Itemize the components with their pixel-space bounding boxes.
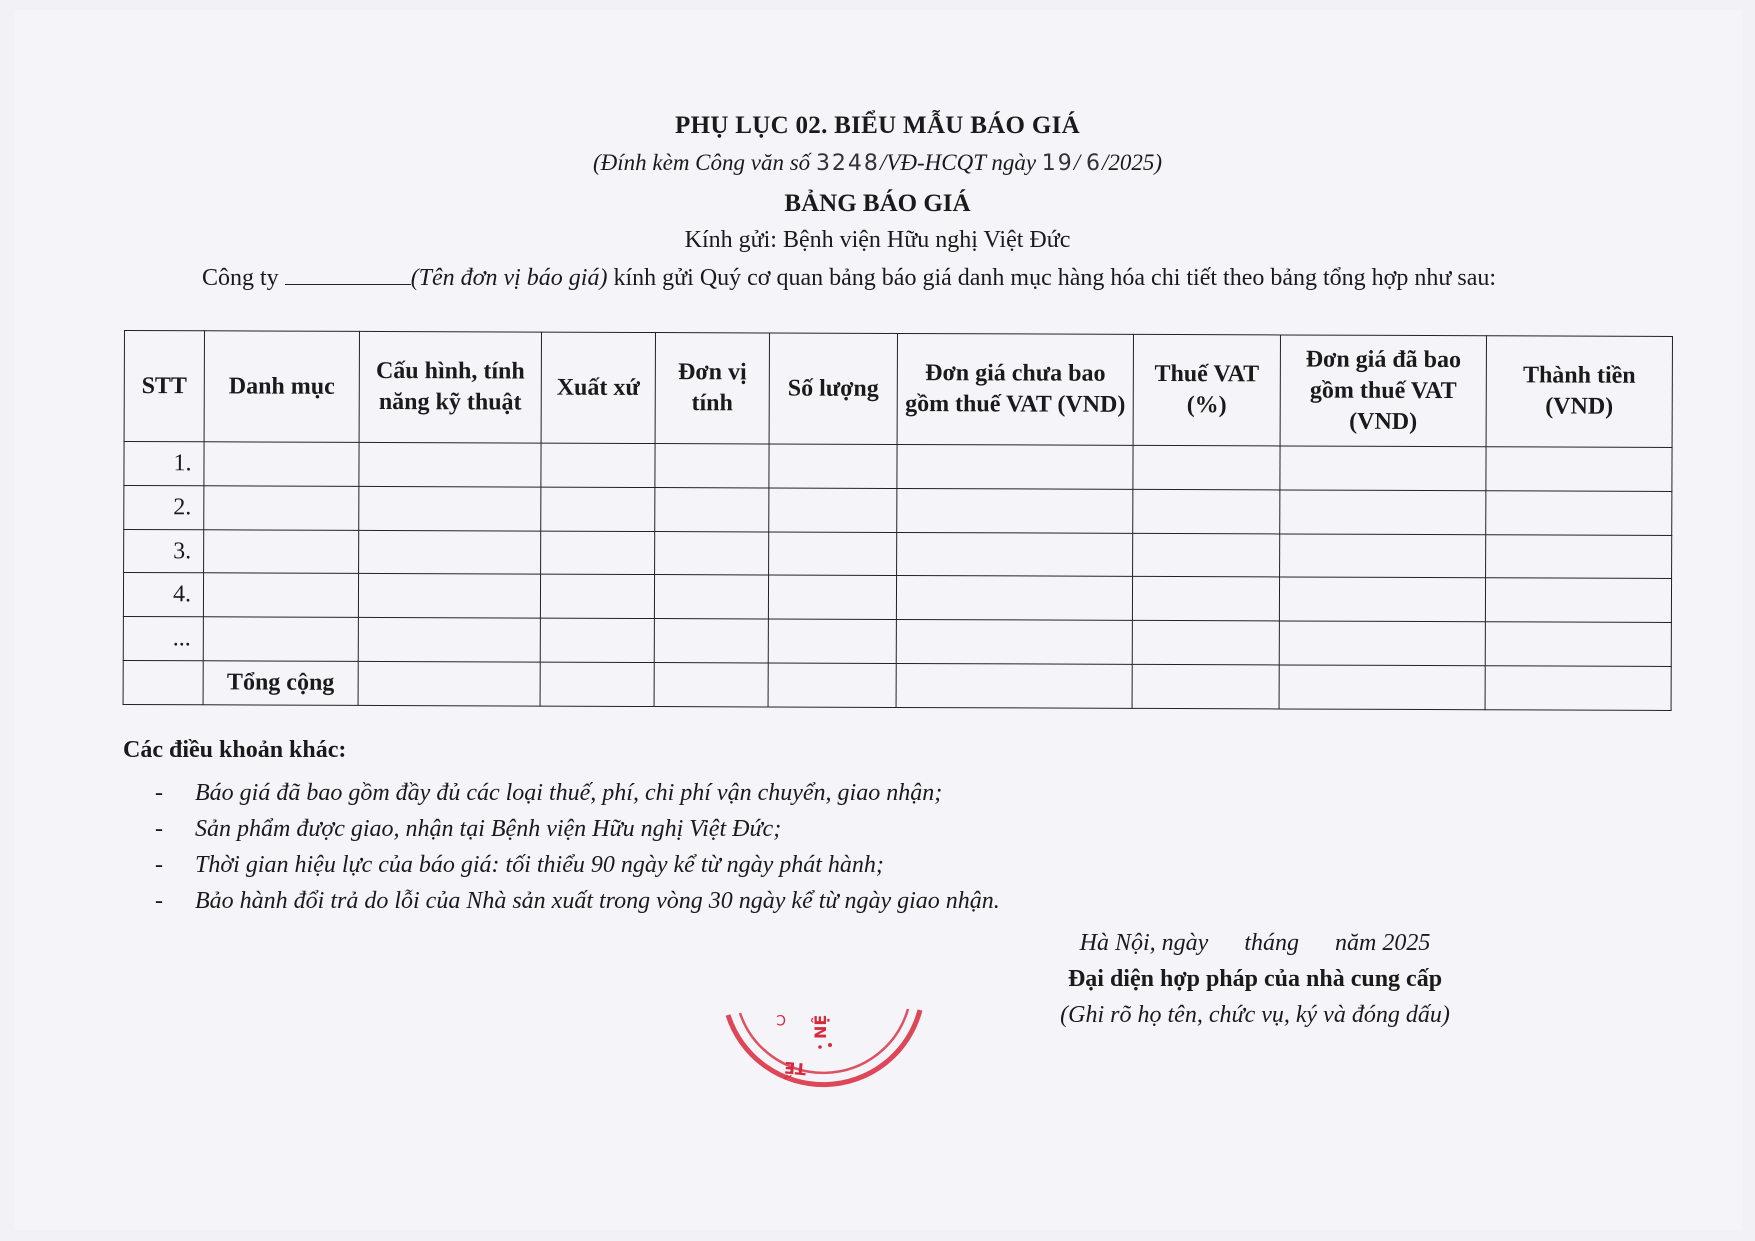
input-cell[interactable] — [654, 619, 768, 663]
svg-text:TẾ: TẾ — [783, 1057, 807, 1079]
input-cell[interactable] — [1132, 665, 1279, 709]
input-cell[interactable] — [1280, 490, 1486, 535]
row-number: 2. — [124, 485, 204, 529]
input-cell[interactable] — [1486, 491, 1672, 536]
appendix-title: PHỤ LỤC 02. BIỂU MẪU BÁO GIÁ — [675, 112, 1080, 139]
table-row — [123, 573, 1671, 623]
input-cell[interactable] — [655, 487, 769, 531]
table-row — [124, 485, 1672, 535]
input-cell[interactable] — [1133, 445, 1280, 489]
table-row — [123, 617, 1671, 667]
signatory-role: Đại diện hợp pháp của nhà cung cấp — [1067, 966, 1443, 992]
svg-text:C: C — [776, 1011, 786, 1027]
intro-paragraph: Công ty (Tên đơn vị báo giá) kính gửi Quý cơ quan bảng báo giá danh mục hàng hóa chi tiết theo bảng tổng hợp như sau: — [202, 265, 1497, 291]
quote-title: BẢNG BÁO GIÁ — [784, 190, 971, 217]
input-cell[interactable] — [769, 444, 897, 488]
input-cell[interactable] — [203, 573, 358, 617]
table-row — [124, 442, 1672, 492]
header-cell: Đơn vị tính — [655, 333, 769, 444]
header-cell: Thuế VAT (%) — [1133, 334, 1280, 446]
input-cell[interactable] — [1486, 534, 1672, 579]
header-cell: Đơn giá chưa bao gồm thuế VAT (VND) — [897, 333, 1133, 445]
input-cell[interactable] — [541, 531, 655, 575]
input-cell[interactable] — [359, 442, 541, 487]
input-cell[interactable] — [655, 444, 769, 488]
row-number: 3. — [124, 529, 204, 573]
header-cell: Cấu hình, tính năng kỹ thuật — [359, 331, 541, 443]
terms-heading: Các điều khoản khác: — [123, 737, 347, 763]
list-item: - Sản phẩm được giao, nhận tại Bệnh viện Hữu nghị Việt Đức; — [155, 816, 782, 842]
input-cell[interactable] — [769, 488, 897, 532]
input-cell[interactable] — [541, 487, 655, 531]
input-cell[interactable] — [897, 488, 1133, 533]
input-cell[interactable] — [768, 575, 896, 619]
signature-note: (Ghi rõ họ tên, chức vụ, ký và đóng dấu) — [1060, 1002, 1450, 1028]
input-cell[interactable] — [1280, 446, 1486, 491]
header-cell: STT — [124, 331, 204, 442]
input-cell[interactable] — [1280, 534, 1486, 579]
input-cell[interactable] — [768, 663, 896, 707]
input-cell[interactable] — [1279, 621, 1485, 666]
input-cell[interactable] — [1133, 533, 1280, 577]
input-cell[interactable] — [896, 620, 1132, 665]
row-number: 1. — [124, 442, 204, 486]
input-cell[interactable] — [541, 443, 655, 487]
input-cell[interactable] — [358, 618, 540, 663]
input-cell[interactable] — [897, 532, 1133, 577]
input-cell[interactable] — [203, 617, 358, 661]
input-cell[interactable] — [540, 662, 654, 706]
handwritten-day: 19 — [1041, 151, 1074, 176]
input-cell[interactable] — [204, 442, 359, 486]
input-cell[interactable] — [204, 529, 359, 573]
row-number: ... — [123, 617, 203, 661]
company-name-blank — [285, 264, 411, 285]
handwritten-month: 6 — [1085, 151, 1102, 176]
input-cell[interactable] — [1133, 489, 1280, 533]
row-number: 4. — [123, 573, 203, 617]
input-cell[interactable] — [1279, 577, 1485, 622]
input-cell[interactable] — [1132, 621, 1279, 665]
input-cell[interactable] — [769, 532, 897, 576]
input-cell[interactable] — [1132, 577, 1279, 621]
total-row — [123, 661, 1671, 711]
input-cell[interactable] — [204, 486, 359, 530]
input-cell[interactable] — [358, 662, 540, 707]
input-cell[interactable] — [768, 619, 896, 663]
quote-table — [123, 330, 1673, 711]
input-cell[interactable] — [1486, 447, 1672, 492]
input-cell[interactable] — [540, 575, 654, 619]
input-cell[interactable] — [654, 663, 768, 707]
input-cell[interactable] — [896, 664, 1132, 709]
header-cell: Số lượng — [769, 333, 897, 444]
list-item: - Bảo hành đổi trả do lỗi của Nhà sản xuất trong vòng 30 ngày kể từ ngày giao nhận. — [155, 888, 1000, 914]
input-cell[interactable] — [1485, 666, 1671, 711]
empty-cell — [123, 661, 203, 705]
header-cell: Thành tiền (VND) — [1486, 336, 1672, 448]
list-item: - Báo giá đã bao gồm đầy đủ các loại thuế, phí, chi phí vận chuyển, giao nhận; — [155, 780, 943, 806]
total-label: Tổng cộng — [203, 661, 358, 705]
input-cell[interactable] — [359, 530, 541, 575]
input-cell[interactable] — [540, 618, 654, 662]
input-cell[interactable] — [897, 444, 1133, 489]
header-cell: Xuất xứ — [541, 332, 655, 443]
attachment-note: (Đính kèm Công văn số 3248/VĐ-HCQT ngày 19/ 6/2025) — [593, 150, 1162, 176]
input-cell[interactable] — [358, 574, 540, 619]
header-cell: Danh mục — [204, 331, 359, 443]
place-date-line: Hà Nội, ngày tháng năm 2025 — [1079, 930, 1431, 956]
partial-seal-stamp — [720, 1005, 930, 1115]
input-cell[interactable] — [1279, 665, 1485, 710]
input-cell[interactable] — [1485, 622, 1671, 667]
handwritten-doc-number: 3248 — [815, 151, 880, 176]
list-item: - Thời gian hiệu lực của báo giá: tối thiểu 90 ngày kể từ ngày phát hành; — [155, 852, 884, 878]
recipient-line: Kính gửi: Bệnh viện Hữu nghị Việt Đức — [684, 227, 1071, 253]
input-cell[interactable] — [896, 576, 1132, 621]
input-cell[interactable] — [655, 531, 769, 575]
input-cell[interactable] — [1485, 578, 1671, 623]
table-row — [124, 529, 1672, 579]
header-cell: Đơn giá đã bao gồm thuế VAT (VND) — [1280, 335, 1486, 447]
input-cell[interactable] — [359, 486, 541, 531]
input-cell[interactable] — [654, 575, 768, 619]
svg-text:NỆ: NỆ — [811, 1014, 830, 1039]
table-header-row — [124, 331, 1672, 448]
terms-list — [155, 775, 1000, 919]
